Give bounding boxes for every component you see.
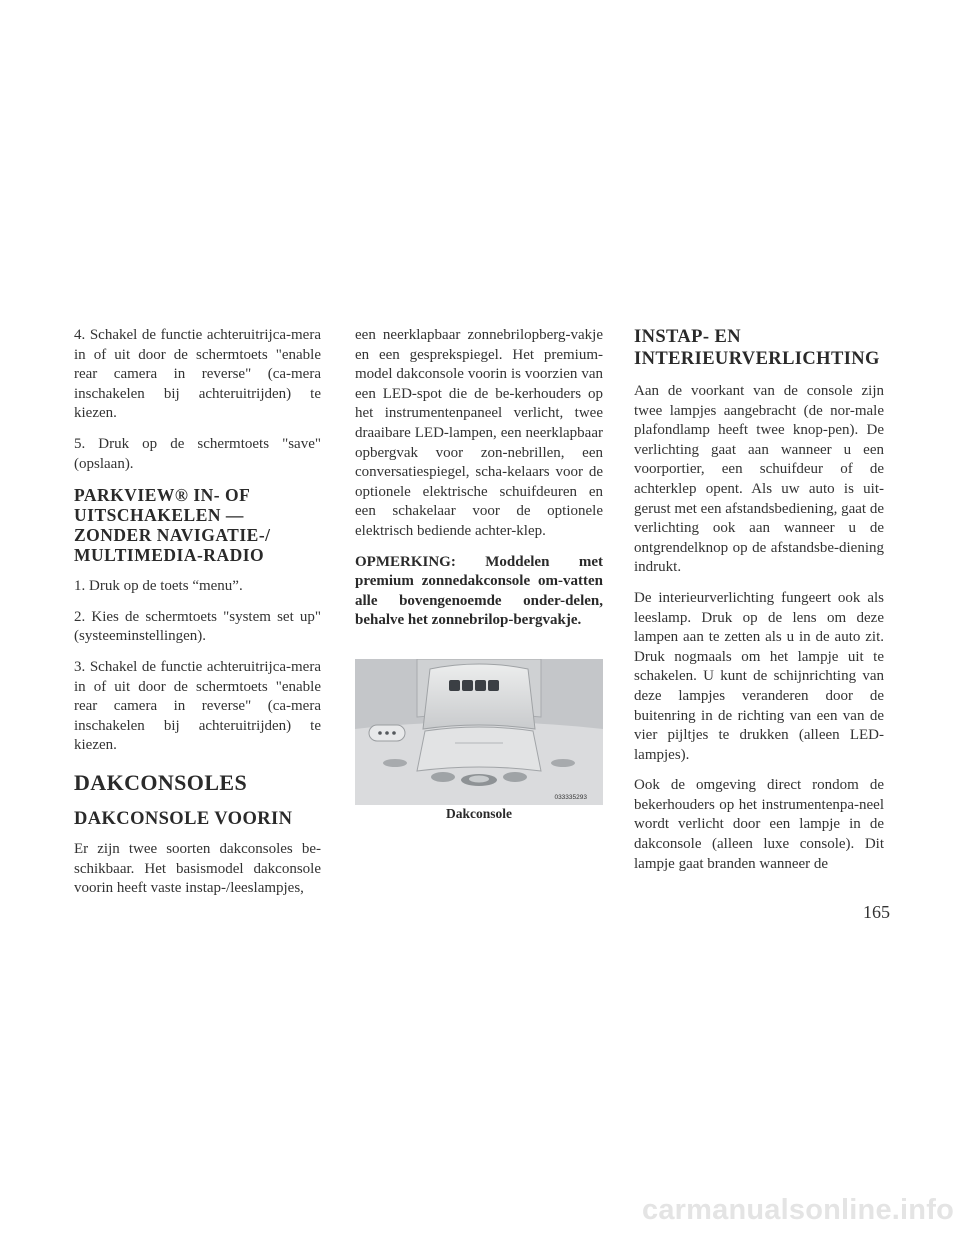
paragraph: 1. Druk op de toets “menu”. [74,578,243,595]
subsection-heading-dakconsole-voorin: DAKCONSOLE VOORIN [74,808,293,829]
paragraph: 2. Kies de schermtoets "system set up" (systeeminstellingen). [74,608,321,645]
paragraph: een neerklapbaar zonnebrilopberg-vakje en een gesprekspiegel. Het premium-model dakconsole voorin is voorzien van een LED-spot die de be-kerhouders op het instrumentenpaneel verlicht, twee draaibare LED-lampen, een neerklapbaar opbergvak voor zon-nebrillen, een conversatiespiegel, scha-kelaars voor de optionele elektrische schuifdeuren en een schakelaar voor de optionele elektrisch bediende achter-klep. [355,327,603,539]
footer-watermark: carmanualsonline.info [642,1194,954,1226]
paragraph: Ook de omgeving direct rondom de bekerhouders op het instrumentenpa-neel wordt verlicht door een lampje in de dakconsole (alleen luxe console). Dit lampje gaat branden wanneer de [634,777,884,872]
paragraph: 5. Druk op de schermtoets "save" (opslaan). [74,435,321,472]
section-heading-parkview: PARKVIEW® IN- OF UITSCHAKELEN — ZONDER NAVIGATIE-/ MULTIMEDIA-RADIO [74,485,271,566]
column-left [74,326,321,910]
figure-code-label: 033335293 [554,794,587,801]
paragraph: De interieurverlichting fungeert ook als leeslamp. Druk op de lens om deze lampen aan te zetten als u in de auto zit. Druk nogmaals om het lampje uit te schakelen. U kunt de schijnrichting van deze lampjes veranderen door de buitenring in de richting van een van de vier pijltjes te drukken (alleen LED-lampjes). [634,589,884,763]
overhead-console-illustration [355,659,603,805]
section-heading-dakconsoles: DAKCONSOLES [74,769,248,795]
paragraph: 4. Schakel de functie achteruitrijca-mera in of uit door de schermtoets "enable rear camera in reverse" (ca-mera inschakelen bij achteruitrijden) te kiezen. [74,327,321,422]
page-number: 165 [863,902,890,922]
section-heading-instapverlichting: INSTAP- EN INTERIEURVERLICHTING [634,327,880,369]
overhead-console-photo [355,659,603,805]
note-paragraph: OPMERKING: Moddelen met premium zonnedakconsole om-vatten alle bovengenoemde onder-delen, behalve het zonnebrilop-bergvakje. [355,553,603,629]
paragraph: 3. Schakel de functie achteruitrijca-mera in of uit door de schermtoets "enable rear camera in reverse" (ca-mera inschakelen bij achteruitrijden) te kiezen. [74,658,321,754]
column-middle [355,326,603,643]
paragraph: Er zijn twee soorten dakconsoles be-schikbaar. Het basismodel dakconsole voorin heeft vaste instap-/leeslampjes, [74,840,321,897]
figure-caption: Dakconsole [445,806,512,821]
column-right [634,326,884,885]
paragraph: Aan de voorkant van de console zijn twee lampjes aangebracht (de nor-male plafondlamp heeft twee knop-pen). De verlichting gaat aan wanneer u een voorportier, een schuifdeur of de achterklep opent. Als uw auto is uit-gerust met een afstandsbediening, gaat de verlichting ook aan wanneer u de ontgrendelknop op de afstandsbe-diening indrukt. [634,383,884,576]
